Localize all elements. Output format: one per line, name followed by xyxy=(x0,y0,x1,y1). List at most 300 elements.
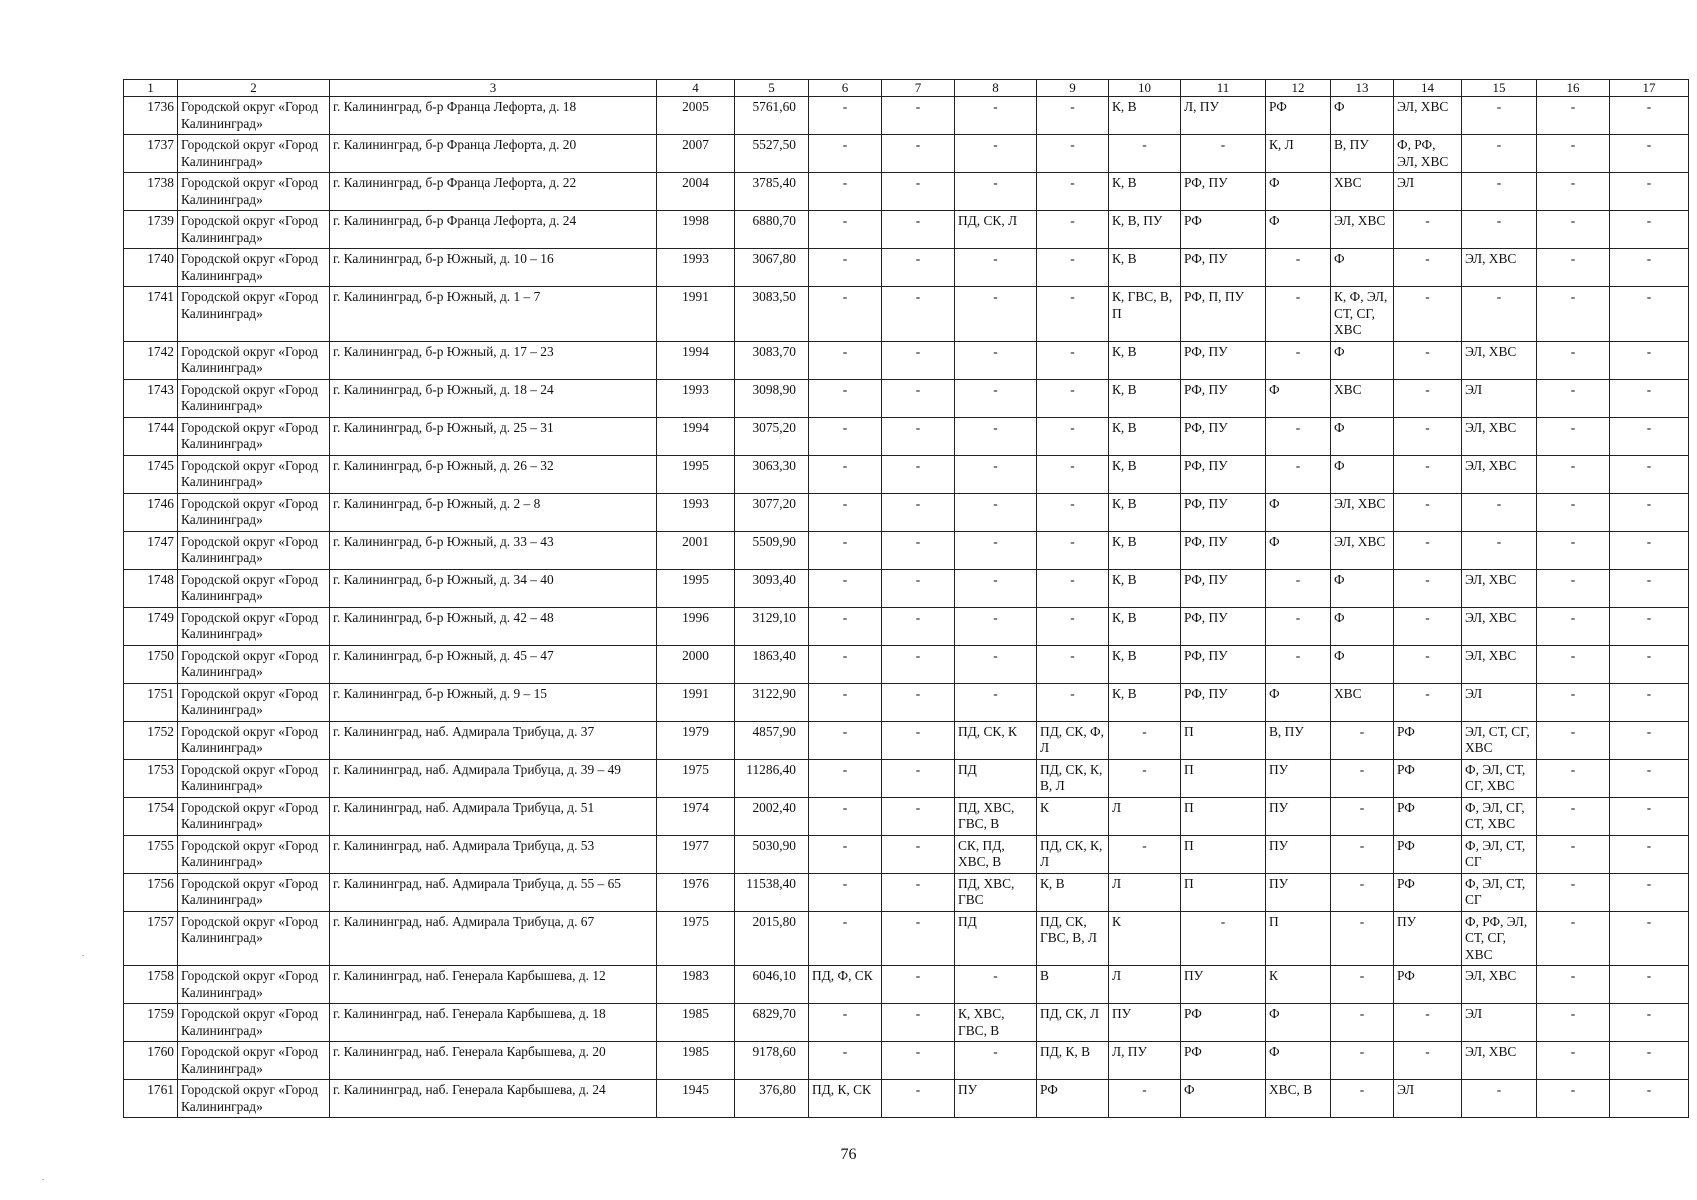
cell-col-11: РФ xyxy=(1181,1042,1266,1080)
cell-col-10: К, В xyxy=(1109,173,1181,211)
cell-col-10: К, В xyxy=(1109,607,1181,645)
cell-col-5: 11538,40 xyxy=(735,873,809,911)
cell-col-16: - xyxy=(1537,211,1610,249)
cell-col-13: Ф xyxy=(1331,455,1394,493)
cell-col-6: - xyxy=(809,721,882,759)
cell-col-17: - xyxy=(1610,417,1689,455)
cell-col-4: 1975 xyxy=(657,911,735,966)
cell-col-7: - xyxy=(882,1042,955,1080)
cell-col-1: 1759 xyxy=(124,1004,178,1042)
column-header-4: 4 xyxy=(657,80,735,97)
cell-col-17: - xyxy=(1610,607,1689,645)
cell-col-2: Городской округ «Город Калининград» xyxy=(178,797,330,835)
cell-col-6: - xyxy=(809,835,882,873)
table-row xyxy=(124,1004,1689,1042)
cell-col-12: ПУ xyxy=(1266,797,1331,835)
cell-col-9: - xyxy=(1037,417,1109,455)
cell-col-15: ЭЛ xyxy=(1462,683,1537,721)
cell-col-11: РФ, ПУ xyxy=(1181,249,1266,287)
cell-col-7: - xyxy=(882,911,955,966)
cell-col-1: 1761 xyxy=(124,1080,178,1118)
cell-col-9: - xyxy=(1037,135,1109,173)
cell-col-8: - xyxy=(955,173,1037,211)
cell-col-12: Ф xyxy=(1266,493,1331,531)
cell-col-6: - xyxy=(809,211,882,249)
cell-col-4: 1993 xyxy=(657,249,735,287)
cell-col-5: 5527,50 xyxy=(735,135,809,173)
cell-col-6: ПД, Ф, СК xyxy=(809,966,882,1004)
table-body xyxy=(124,97,1689,1118)
cell-col-2: Городской округ «Город Калининград» xyxy=(178,835,330,873)
table-header xyxy=(124,80,1689,97)
cell-col-6: - xyxy=(809,173,882,211)
cell-col-15: Ф, ЭЛ, СТ, СГ, ХВС xyxy=(1462,759,1537,797)
table-row xyxy=(124,135,1689,173)
cell-col-15: Ф, РФ, ЭЛ, СТ, СГ, ХВС xyxy=(1462,911,1537,966)
cell-col-15: - xyxy=(1462,287,1537,342)
cell-col-14: - xyxy=(1394,607,1462,645)
cell-col-4: 1993 xyxy=(657,379,735,417)
cell-col-11: РФ, ПУ xyxy=(1181,341,1266,379)
cell-col-3: г. Калининград, б-р Южный, д. 34 – 40 xyxy=(330,569,657,607)
cell-col-7: - xyxy=(882,287,955,342)
cell-col-7: - xyxy=(882,1004,955,1042)
cell-col-11: П xyxy=(1181,797,1266,835)
cell-col-10: К, В xyxy=(1109,455,1181,493)
cell-col-6: - xyxy=(809,341,882,379)
cell-col-17: - xyxy=(1610,379,1689,417)
cell-col-9: - xyxy=(1037,249,1109,287)
cell-col-11: РФ, ПУ xyxy=(1181,493,1266,531)
cell-col-10: К, В xyxy=(1109,531,1181,569)
cell-col-10: К, ГВС, В, П xyxy=(1109,287,1181,342)
cell-col-14: - xyxy=(1394,531,1462,569)
cell-col-10: К, В xyxy=(1109,683,1181,721)
cell-col-11: РФ, П, ПУ xyxy=(1181,287,1266,342)
cell-col-1: 1750 xyxy=(124,645,178,683)
column-header-2: 2 xyxy=(178,80,330,97)
cell-col-2: Городской округ «Город Калининград» xyxy=(178,683,330,721)
cell-col-10: ПУ xyxy=(1109,1004,1181,1042)
cell-col-6: - xyxy=(809,1004,882,1042)
cell-col-9: РФ xyxy=(1037,1080,1109,1118)
cell-col-5: 3098,90 xyxy=(735,379,809,417)
cell-col-15: ЭЛ, ХВС xyxy=(1462,417,1537,455)
cell-col-14: - xyxy=(1394,417,1462,455)
column-header-17: 17 xyxy=(1610,80,1689,97)
cell-col-17: - xyxy=(1610,835,1689,873)
cell-col-16: - xyxy=(1537,173,1610,211)
cell-col-9: - xyxy=(1037,341,1109,379)
cell-col-7: - xyxy=(882,683,955,721)
cell-col-11: П xyxy=(1181,759,1266,797)
cell-col-5: 376,80 xyxy=(735,1080,809,1118)
column-header-7: 7 xyxy=(882,80,955,97)
cell-col-4: 2007 xyxy=(657,135,735,173)
cell-col-5: 3075,20 xyxy=(735,417,809,455)
cell-col-10: - xyxy=(1109,1080,1181,1118)
cell-col-2: Городской округ «Город Калининград» xyxy=(178,966,330,1004)
cell-col-17: - xyxy=(1610,873,1689,911)
table-row xyxy=(124,1042,1689,1080)
cell-col-15: - xyxy=(1462,135,1537,173)
cell-col-16: - xyxy=(1537,417,1610,455)
cell-col-15: - xyxy=(1462,97,1537,135)
cell-col-10: Л, ПУ xyxy=(1109,1042,1181,1080)
cell-col-9: - xyxy=(1037,211,1109,249)
cell-col-4: 1994 xyxy=(657,417,735,455)
cell-col-9: ПД, СК, Ф, Л xyxy=(1037,721,1109,759)
cell-col-17: - xyxy=(1610,1042,1689,1080)
table-row xyxy=(124,379,1689,417)
cell-col-7: - xyxy=(882,531,955,569)
cell-col-17: - xyxy=(1610,911,1689,966)
cell-col-8: - xyxy=(955,379,1037,417)
cell-col-9: - xyxy=(1037,379,1109,417)
cell-col-3: г. Калининград, б-р Южный, д. 2 – 8 xyxy=(330,493,657,531)
cell-col-14: РФ xyxy=(1394,835,1462,873)
cell-col-3: г. Калининград, б-р Южный, д. 9 – 15 xyxy=(330,683,657,721)
cell-col-16: - xyxy=(1537,287,1610,342)
cell-col-7: - xyxy=(882,455,955,493)
table-row xyxy=(124,493,1689,531)
cell-col-13: Ф xyxy=(1331,569,1394,607)
cell-col-1: 1755 xyxy=(124,835,178,873)
cell-col-17: - xyxy=(1610,1080,1689,1118)
cell-col-9: - xyxy=(1037,531,1109,569)
cell-col-9: - xyxy=(1037,493,1109,531)
cell-col-14: - xyxy=(1394,287,1462,342)
cell-col-2: Городской округ «Город Калининград» xyxy=(178,569,330,607)
cell-col-16: - xyxy=(1537,1042,1610,1080)
cell-col-8: - xyxy=(955,97,1037,135)
cell-col-1: 1745 xyxy=(124,455,178,493)
cell-col-11: РФ, ПУ xyxy=(1181,417,1266,455)
cell-col-7: - xyxy=(882,835,955,873)
cell-col-10: Л xyxy=(1109,797,1181,835)
table-row xyxy=(124,797,1689,835)
cell-col-7: - xyxy=(882,173,955,211)
table-row xyxy=(124,835,1689,873)
cell-col-2: Городской округ «Город Калининград» xyxy=(178,607,330,645)
scan-speck xyxy=(82,955,84,956)
cell-col-4: 2000 xyxy=(657,645,735,683)
cell-col-17: - xyxy=(1610,173,1689,211)
cell-col-11: РФ, ПУ xyxy=(1181,455,1266,493)
cell-col-15: ЭЛ xyxy=(1462,379,1537,417)
cell-col-14: - xyxy=(1394,683,1462,721)
cell-col-16: - xyxy=(1537,759,1610,797)
cell-col-14: - xyxy=(1394,493,1462,531)
cell-col-13: - xyxy=(1331,835,1394,873)
cell-col-6: - xyxy=(809,249,882,287)
cell-col-2: Городской округ «Город Калининград» xyxy=(178,1042,330,1080)
cell-col-13: - xyxy=(1331,873,1394,911)
cell-col-2: Городской округ «Город Калининград» xyxy=(178,417,330,455)
cell-col-9: - xyxy=(1037,173,1109,211)
cell-col-10: - xyxy=(1109,135,1181,173)
cell-col-8: СК, ПД, ХВС, В xyxy=(955,835,1037,873)
cell-col-10: Л xyxy=(1109,966,1181,1004)
cell-col-8: - xyxy=(955,287,1037,342)
cell-col-14: - xyxy=(1394,455,1462,493)
cell-col-17: - xyxy=(1610,455,1689,493)
cell-col-16: - xyxy=(1537,835,1610,873)
cell-col-9: К, В xyxy=(1037,873,1109,911)
cell-col-10: К, В xyxy=(1109,417,1181,455)
cell-col-2: Городской округ «Город Калининград» xyxy=(178,531,330,569)
cell-col-13: - xyxy=(1331,797,1394,835)
cell-col-16: - xyxy=(1537,379,1610,417)
cell-col-6: - xyxy=(809,417,882,455)
header-row xyxy=(124,80,1689,97)
cell-col-13: ЭЛ, ХВС xyxy=(1331,531,1394,569)
table-row xyxy=(124,721,1689,759)
cell-col-16: - xyxy=(1537,1004,1610,1042)
cell-col-12: К xyxy=(1266,966,1331,1004)
cell-col-13: Ф xyxy=(1331,607,1394,645)
cell-col-17: - xyxy=(1610,966,1689,1004)
cell-col-4: 1996 xyxy=(657,607,735,645)
cell-col-3: г. Калининград, б-р Южный, д. 26 – 32 xyxy=(330,455,657,493)
cell-col-16: - xyxy=(1537,1080,1610,1118)
cell-col-3: г. Калининград, наб. Адмирала Трибуца, д. 39 – 49 xyxy=(330,759,657,797)
cell-col-12: Ф xyxy=(1266,683,1331,721)
cell-col-10: К, В xyxy=(1109,569,1181,607)
cell-col-15: ЭЛ, СТ, СГ, ХВС xyxy=(1462,721,1537,759)
table-row xyxy=(124,645,1689,683)
column-header-13: 13 xyxy=(1331,80,1394,97)
cell-col-3: г. Калининград, наб. Адмирала Трибуца, д. 51 xyxy=(330,797,657,835)
cell-col-15: ЭЛ, ХВС xyxy=(1462,1042,1537,1080)
cell-col-2: Городской округ «Город Калининград» xyxy=(178,911,330,966)
column-header-8: 8 xyxy=(955,80,1037,97)
cell-col-15: ЭЛ xyxy=(1462,1004,1537,1042)
cell-col-2: Городской округ «Город Калининград» xyxy=(178,721,330,759)
cell-col-11: - xyxy=(1181,911,1266,966)
cell-col-1: 1748 xyxy=(124,569,178,607)
cell-col-5: 3785,40 xyxy=(735,173,809,211)
cell-col-13: Ф xyxy=(1331,341,1394,379)
table-row xyxy=(124,1080,1689,1118)
cell-col-11: РФ, ПУ xyxy=(1181,379,1266,417)
cell-col-16: - xyxy=(1537,645,1610,683)
table-row xyxy=(124,97,1689,135)
cell-col-5: 9178,60 xyxy=(735,1042,809,1080)
cell-col-8: ПД, ХВС, ГВС xyxy=(955,873,1037,911)
cell-col-5: 1863,40 xyxy=(735,645,809,683)
cell-col-12: ПУ xyxy=(1266,873,1331,911)
cell-col-5: 6046,10 xyxy=(735,966,809,1004)
cell-col-4: 1994 xyxy=(657,341,735,379)
cell-col-6: - xyxy=(809,531,882,569)
cell-col-10: К, В, ПУ xyxy=(1109,211,1181,249)
cell-col-10: - xyxy=(1109,721,1181,759)
column-header-12: 12 xyxy=(1266,80,1331,97)
cell-col-4: 1995 xyxy=(657,569,735,607)
cell-col-6: - xyxy=(809,569,882,607)
cell-col-12: Ф xyxy=(1266,1004,1331,1042)
cell-col-8: - xyxy=(955,966,1037,1004)
cell-col-3: г. Калининград, б-р Южный, д. 45 – 47 xyxy=(330,645,657,683)
cell-col-4: 1976 xyxy=(657,873,735,911)
cell-col-13: - xyxy=(1331,721,1394,759)
cell-col-3: г. Калининград, наб. Генерала Карбышева, д. 12 xyxy=(330,966,657,1004)
cell-col-15: - xyxy=(1462,1080,1537,1118)
cell-col-3: г. Калининград, наб. Адмирала Трибуца, д. 67 xyxy=(330,911,657,966)
cell-col-8: ПД, СК, К xyxy=(955,721,1037,759)
cell-col-3: г. Калининград, б-р Франца Лефорта, д. 18 xyxy=(330,97,657,135)
cell-col-14: ЭЛ, ХВС xyxy=(1394,97,1462,135)
cell-col-4: 1983 xyxy=(657,966,735,1004)
cell-col-11: РФ, ПУ xyxy=(1181,607,1266,645)
table-row xyxy=(124,173,1689,211)
cell-col-6: - xyxy=(809,455,882,493)
cell-col-8: - xyxy=(955,569,1037,607)
cell-col-9: - xyxy=(1037,607,1109,645)
cell-col-2: Городской округ «Город Калининград» xyxy=(178,249,330,287)
cell-col-6: - xyxy=(809,911,882,966)
cell-col-4: 1979 xyxy=(657,721,735,759)
cell-col-9: ПД, СК, К, В, Л xyxy=(1037,759,1109,797)
cell-col-17: - xyxy=(1610,683,1689,721)
cell-col-12: - xyxy=(1266,607,1331,645)
cell-col-6: - xyxy=(809,873,882,911)
cell-col-8: ПД xyxy=(955,911,1037,966)
page-number: 76 xyxy=(840,1146,857,1163)
cell-col-2: Городской округ «Город Калининград» xyxy=(178,493,330,531)
cell-col-17: - xyxy=(1610,759,1689,797)
column-header-5: 5 xyxy=(735,80,809,97)
cell-col-11: РФ, ПУ xyxy=(1181,683,1266,721)
cell-col-10: К, В xyxy=(1109,97,1181,135)
cell-col-2: Городской округ «Город Калининград» xyxy=(178,645,330,683)
cell-col-13: Ф xyxy=(1331,249,1394,287)
cell-col-12: РФ xyxy=(1266,97,1331,135)
cell-col-13: Ф xyxy=(1331,645,1394,683)
cell-col-9: - xyxy=(1037,569,1109,607)
cell-col-15: ЭЛ, ХВС xyxy=(1462,341,1537,379)
cell-col-16: - xyxy=(1537,493,1610,531)
cell-col-8: К, ХВС, ГВС, В xyxy=(955,1004,1037,1042)
cell-col-8: - xyxy=(955,1042,1037,1080)
cell-col-1: 1742 xyxy=(124,341,178,379)
cell-col-13: - xyxy=(1331,911,1394,966)
cell-col-17: - xyxy=(1610,135,1689,173)
cell-col-14: ЭЛ xyxy=(1394,1080,1462,1118)
cell-col-4: 1993 xyxy=(657,493,735,531)
cell-col-13: Ф xyxy=(1331,417,1394,455)
column-header-11: 11 xyxy=(1181,80,1266,97)
cell-col-17: - xyxy=(1610,645,1689,683)
cell-col-7: - xyxy=(882,97,955,135)
cell-col-5: 5030,90 xyxy=(735,835,809,873)
cell-col-6: - xyxy=(809,287,882,342)
cell-col-12: - xyxy=(1266,341,1331,379)
cell-col-12: ПУ xyxy=(1266,759,1331,797)
cell-col-13: ЭЛ, ХВС xyxy=(1331,211,1394,249)
cell-col-7: - xyxy=(882,249,955,287)
cell-col-3: г. Калининград, наб. Адмирала Трибуца, д. 53 xyxy=(330,835,657,873)
cell-col-13: - xyxy=(1331,1042,1394,1080)
cell-col-13: - xyxy=(1331,759,1394,797)
cell-col-14: - xyxy=(1394,379,1462,417)
cell-col-7: - xyxy=(882,607,955,645)
cell-col-16: - xyxy=(1537,341,1610,379)
cell-col-9: К xyxy=(1037,797,1109,835)
cell-col-5: 6880,70 xyxy=(735,211,809,249)
table-row xyxy=(124,417,1689,455)
cell-col-13: - xyxy=(1331,966,1394,1004)
cell-col-9: - xyxy=(1037,97,1109,135)
cell-col-5: 3122,90 xyxy=(735,683,809,721)
cell-col-9: - xyxy=(1037,455,1109,493)
cell-col-12: - xyxy=(1266,417,1331,455)
cell-col-1: 1751 xyxy=(124,683,178,721)
cell-col-12: - xyxy=(1266,249,1331,287)
cell-col-11: П xyxy=(1181,721,1266,759)
cell-col-8: - xyxy=(955,135,1037,173)
table-row xyxy=(124,683,1689,721)
cell-col-3: г. Калининград, б-р Южный, д. 25 – 31 xyxy=(330,417,657,455)
cell-col-3: г. Калининград, наб. Генерала Карбышева, д. 20 xyxy=(330,1042,657,1080)
cell-col-16: - xyxy=(1537,797,1610,835)
cell-col-7: - xyxy=(882,966,955,1004)
cell-col-12: Ф xyxy=(1266,211,1331,249)
cell-col-9: - xyxy=(1037,645,1109,683)
cell-col-5: 3093,40 xyxy=(735,569,809,607)
cell-col-2: Городской округ «Город Калининград» xyxy=(178,287,330,342)
cell-col-4: 2004 xyxy=(657,173,735,211)
cell-col-12: - xyxy=(1266,569,1331,607)
cell-col-12: ПУ xyxy=(1266,835,1331,873)
cell-col-12: ХВС, В xyxy=(1266,1080,1331,1118)
cell-col-2: Городской округ «Город Калининград» xyxy=(178,873,330,911)
cell-col-10: К, В xyxy=(1109,341,1181,379)
cell-col-7: - xyxy=(882,1080,955,1118)
cell-col-14: ЭЛ xyxy=(1394,173,1462,211)
cell-col-15: ЭЛ, ХВС xyxy=(1462,966,1537,1004)
cell-col-16: - xyxy=(1537,873,1610,911)
cell-col-5: 3067,80 xyxy=(735,249,809,287)
cell-col-4: 1977 xyxy=(657,835,735,873)
table-row xyxy=(124,287,1689,342)
cell-col-7: - xyxy=(882,341,955,379)
table-row xyxy=(124,911,1689,966)
cell-col-1: 1740 xyxy=(124,249,178,287)
cell-col-15: - xyxy=(1462,531,1537,569)
cell-col-4: 2005 xyxy=(657,97,735,135)
cell-col-17: - xyxy=(1610,493,1689,531)
cell-col-7: - xyxy=(882,873,955,911)
scan-speck xyxy=(42,1179,44,1180)
table-row xyxy=(124,873,1689,911)
cell-col-10: - xyxy=(1109,759,1181,797)
cell-col-5: 5761,60 xyxy=(735,97,809,135)
cell-col-16: - xyxy=(1537,135,1610,173)
cell-col-5: 6829,70 xyxy=(735,1004,809,1042)
cell-col-15: - xyxy=(1462,493,1537,531)
cell-col-16: - xyxy=(1537,249,1610,287)
cell-col-7: - xyxy=(882,493,955,531)
cell-col-2: Городской округ «Город Калининград» xyxy=(178,135,330,173)
cell-col-16: - xyxy=(1537,569,1610,607)
cell-col-5: 5509,90 xyxy=(735,531,809,569)
cell-col-12: К, Л xyxy=(1266,135,1331,173)
cell-col-6: - xyxy=(809,97,882,135)
cell-col-6: - xyxy=(809,135,882,173)
cell-col-16: - xyxy=(1537,683,1610,721)
